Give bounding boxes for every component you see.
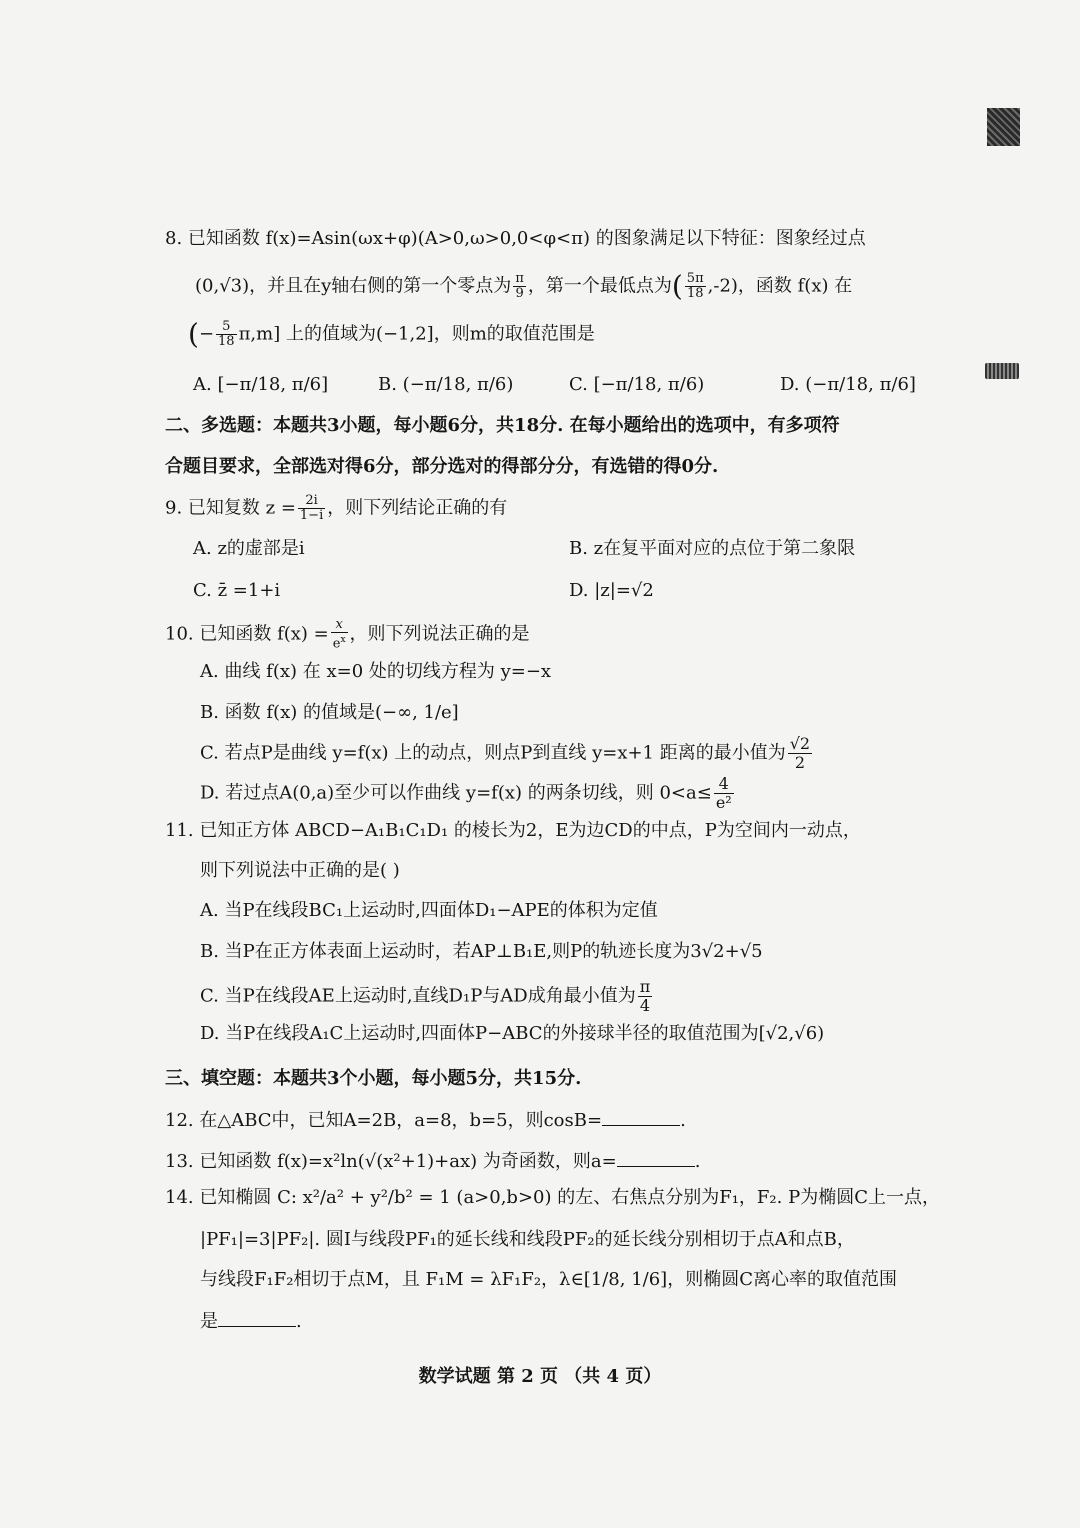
q14-line2: |PF₁|=3|PF₂|. 圆I与线段PF₁的延长线和线段PF₂的延长线分别相切于点A和点B， (200, 1229, 855, 1250)
q10-option-d: D. 若过点A(0,a)至少可以作曲线 y=f(x) 的两条切线，则 0<a≤ $\frac{4}{\text{e²}}$ (200, 774, 732, 812)
q8-option-c: C. [−π/18, π/6) (569, 374, 705, 395)
q11-option-a: A. 当P在线段BC₁上运动时,四面体D₁−APE的体积为定值 (200, 900, 658, 921)
q11-option-d: D. 当P在线段A₁C上运动时,四面体P−ABC的外接球半径的取值范围为[√2,√6) (200, 1023, 825, 1044)
scan-mark-top (987, 108, 1020, 146)
q10-option-a: A. 曲线 f(x) 在 x=0 处的切线方程为 y=−x (200, 661, 552, 682)
section2-line2: 合题目要求，全部选对得6分，部分选对的得部分分，有选错的得0分. (165, 456, 719, 477)
q8-frac-5pi18: $\frac{5\pi}{18}$ (686, 271, 704, 301)
q11-option-c: C. 当P在线段AE上运动时,直线D₁P与AD成角最小值为 $\frac{\pi}{4}$ (200, 977, 651, 1015)
q13-blank (617, 1148, 695, 1167)
q14-line4: 是 . (200, 1308, 302, 1335)
q8-line3: (− $\frac{5}{18}$ π,m] 上的值域为(−1,2]，则m的取值范围是 (188, 317, 595, 351)
q14-line3: 与线段F₁F₂相切于点M，且 F₁M = λF₁F₂，λ∈[1/8, 1/6]，则椭圆C离心率的取值范围 (200, 1269, 897, 1290)
q9-stem: 9. 已知复数 z = $\frac{2i}{1-i}$ ，则下列结论正确的有 (165, 493, 508, 523)
q9-option-c: C. z̄ =1+i (193, 580, 281, 601)
q14-line1: 14. 已知椭圆 C: x²/a² + y²/b² = 1 (a>0,b>0) 的左、右焦点分别为F₁，F₂. P为椭圆C上一点， (165, 1187, 940, 1208)
q8-option-d: D. (−π/18, π/6] (780, 374, 916, 395)
q8-line2: (0,√3)，并且在y轴右侧的第一个零点为 $\frac{\pi}{9}$ ，第一个最低点为( $\frac{5\pi}{18}$ ,-2)，函数 f(x) 在 (195, 269, 853, 303)
scan-mark-mid (985, 363, 1019, 379)
q11-option-b: B. 当P在正方体表面上运动时，若AP⊥B₁E,则P的轨迹长度为3√2+√5 (200, 941, 763, 962)
q8-frac-pi9: $\frac{\pi}{9}$ (515, 271, 524, 301)
q11-line2: 则下列说法中正确的是( ) (200, 860, 400, 881)
q10-stem: 10. 已知函数 f(x) = $\frac{x}{e^x}$ ，则下列说法正确的是 (165, 617, 530, 652)
q9-option-b: B. z在复平面对应的点位于第二象限 (569, 538, 856, 559)
q8-point: (0,√3) (195, 275, 250, 297)
q12: 12. 在△ABC中，已知A=2B，a=8，b=5，则cosB= . (165, 1107, 686, 1134)
q12-blank (602, 1107, 680, 1126)
section2-line1: 二、多选题：本题共3小题，每小题6分，共18分. 在每小题给出的选项中，有多项符 (165, 415, 840, 436)
q8-option-a: A. [−π/18, π/6] (193, 374, 329, 395)
q10-option-b: B. 函数 f(x) 的值域是(−∞, 1/e] (200, 702, 459, 723)
section3-title: 三、填空题：本题共3个小题，每小题5分，共15分. (165, 1068, 582, 1089)
q11-line1: 11. 已知正方体 ABCD−A₁B₁C₁D₁ 的棱长为2，E为边CD的中点，P为空间内一动点， (165, 820, 861, 841)
q9-frac: $\frac{2i}{1-i}$ (299, 493, 324, 523)
q14-blank (218, 1308, 296, 1327)
q9-option-a: A. z的虚部是i (193, 538, 305, 559)
q8-option-b: B. (−π/18, π/6) (378, 374, 514, 395)
q8-line1: 8. 已知函数 f(x)=Asin(ωx+φ)(A>0,ω>0,0<φ<π) 的图象满足以下特征：图象经过点 (165, 228, 866, 249)
q9-option-d: D. |z|=√2 (569, 580, 654, 601)
q11-frac-pi4: $\frac{\pi}{4}$ (639, 977, 651, 1015)
q10-option-c: C. 若点P是曲线 y=f(x) 上的动点，则点P到直线 y=x+1 距离的最小值为 $\frac{√2}{2}$ (200, 734, 811, 772)
q10-frac: $\frac{x}{e^x}$ (332, 617, 346, 652)
q10-frac-4e2: $\frac{4}{\text{e²}}$ (715, 774, 732, 812)
page-footer: 数学试题 第 2 页 （共 4 页） (418, 1366, 662, 1387)
q13: 13. 已知函数 f(x)=x²ln(√(x²+1)+ax) 为奇函数，则a= . (165, 1148, 700, 1175)
q8-frac-5-18: $\frac{5}{18}$ (218, 319, 235, 349)
q10-frac-sqrt2: $\frac{√2}{2}$ (789, 734, 811, 772)
